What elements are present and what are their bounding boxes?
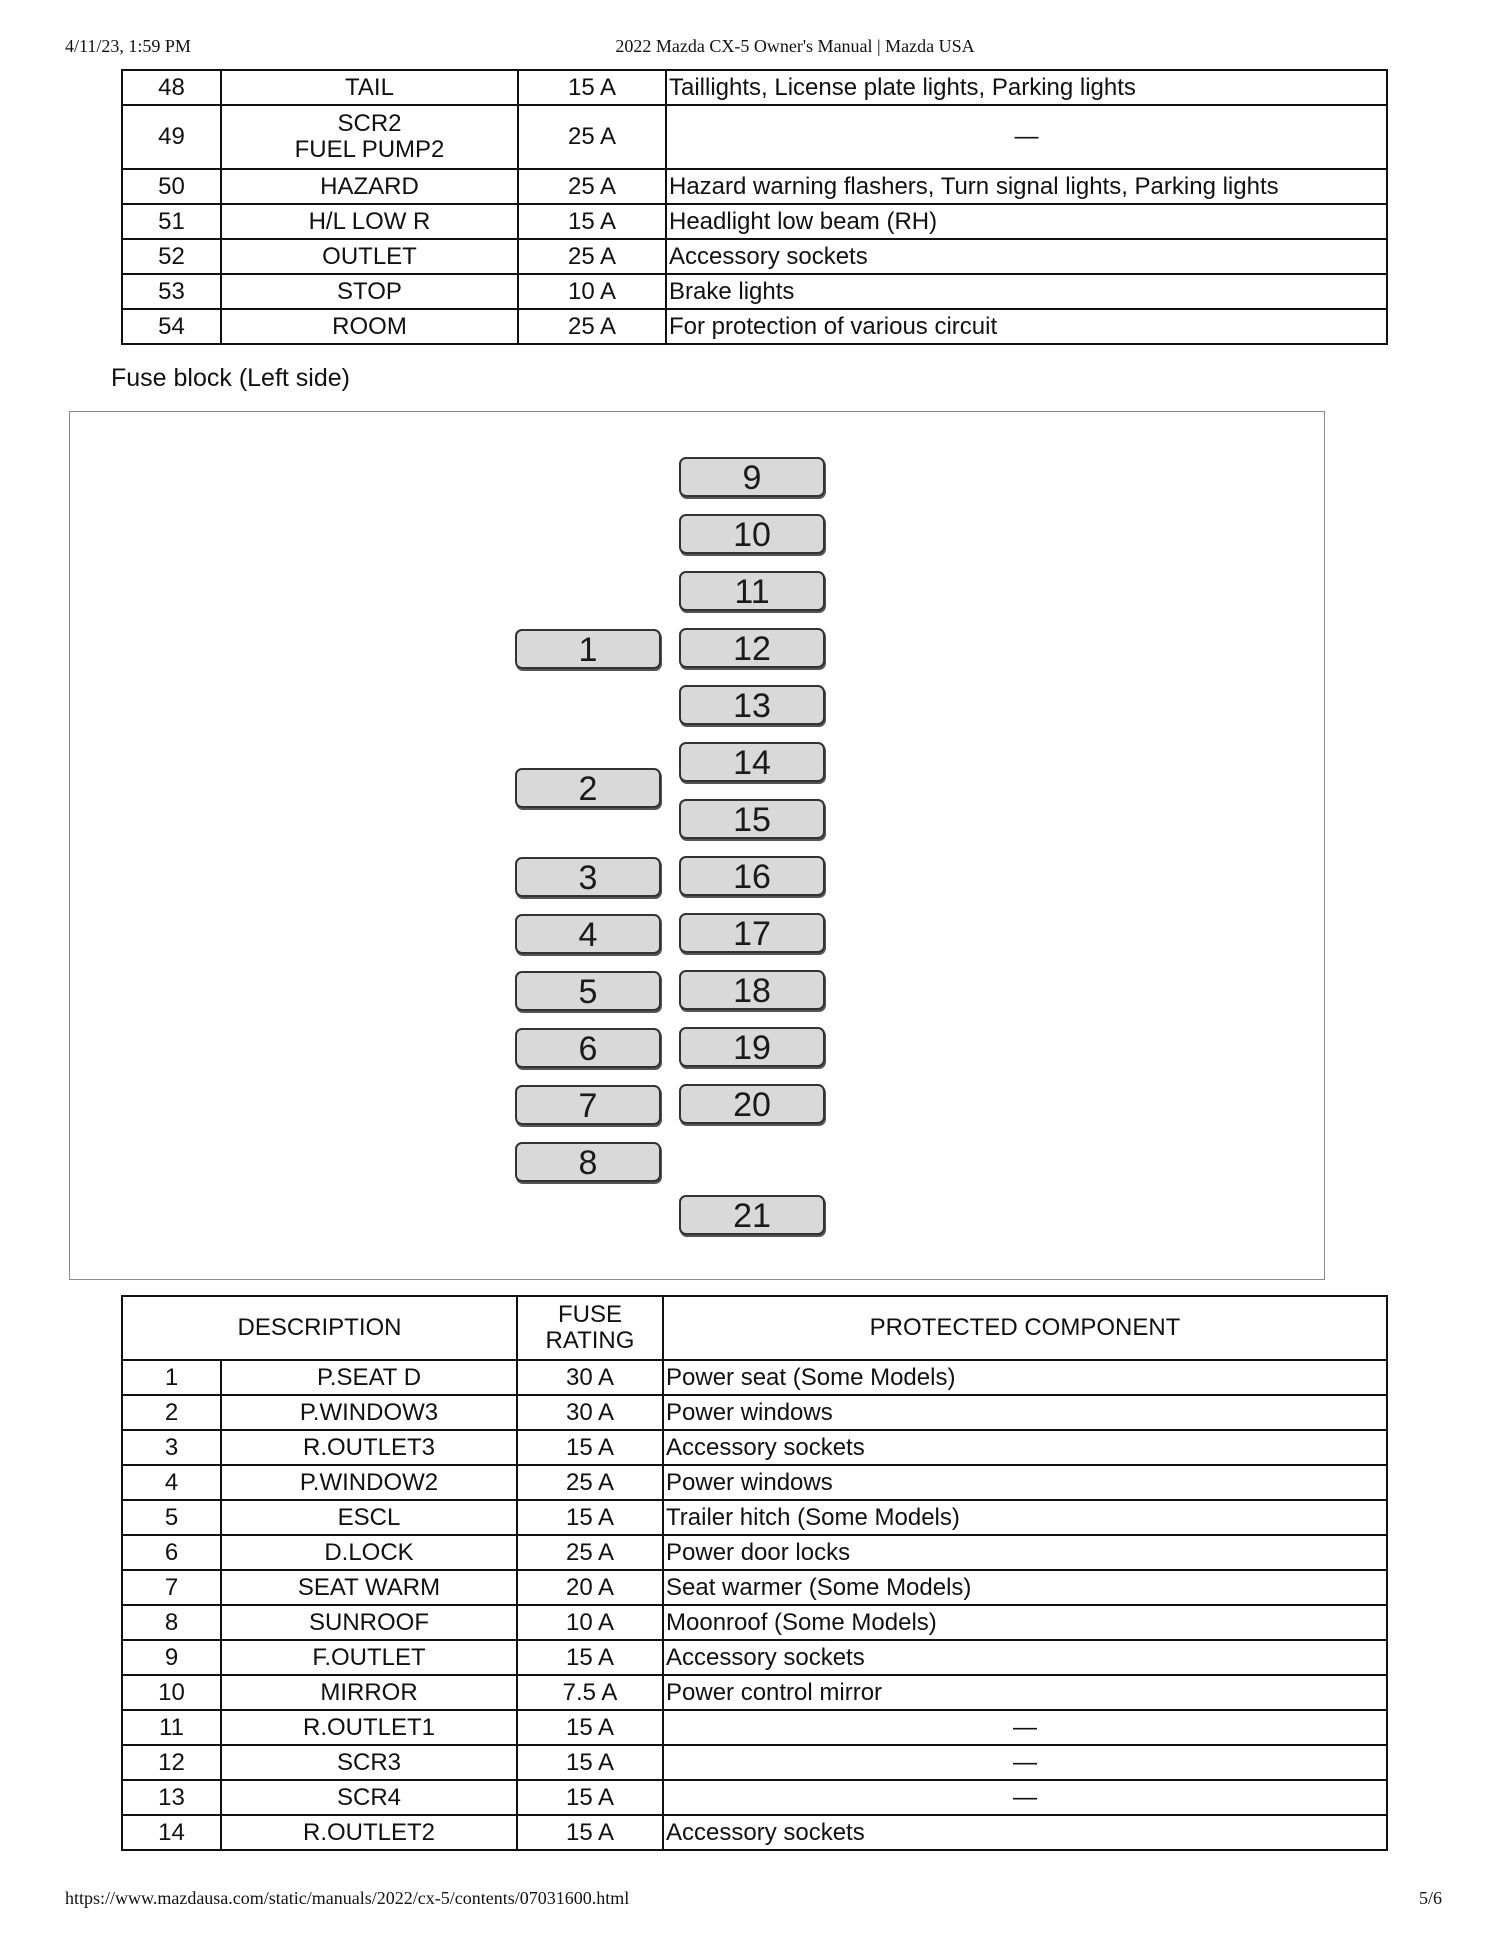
table-row [122, 1710, 1387, 1745]
fuse-rating: 25 A [517, 1535, 663, 1570]
table-row [122, 239, 1387, 274]
table-header-row [122, 1296, 1387, 1360]
fuse-number: 6 [122, 1535, 221, 1570]
table-row [122, 70, 1387, 105]
fuse-rating: 15 A [517, 1815, 663, 1850]
fuse-description: SCR4 [221, 1780, 517, 1815]
fuse-rating: 15 A [517, 1640, 663, 1675]
fuse-slot-2: 2 [515, 768, 661, 808]
fuse-rating: 15 A [517, 1710, 663, 1745]
fuse-slot-3: 3 [515, 857, 661, 897]
protected-component: For protection of various circuit [666, 309, 1387, 344]
fuse-slot-8: 8 [515, 1142, 661, 1182]
table-row [122, 1430, 1387, 1465]
fuse-description: P.WINDOW3 [221, 1395, 517, 1430]
table-row [122, 1605, 1387, 1640]
fuse-number: 52 [122, 239, 221, 274]
fuse-description: H/L LOW R [221, 204, 518, 239]
fuse-slot-9: 9 [679, 457, 825, 497]
table-row [122, 1465, 1387, 1500]
protected-component: — [666, 105, 1387, 169]
fuse-rating: 25 A [518, 169, 666, 204]
fuse-rating: 15 A [518, 70, 666, 105]
fuse-number: 1 [122, 1360, 221, 1395]
header-protected-component: PROTECTED COMPONENT [663, 1296, 1387, 1360]
fuse-description: P.SEAT D [221, 1360, 517, 1395]
fuse-rating: 25 A [518, 309, 666, 344]
fuse-number: 3 [122, 1430, 221, 1465]
fuse-rating: 15 A [517, 1430, 663, 1465]
fuse-slot-5: 5 [515, 971, 661, 1011]
fuse-description: TAIL [221, 70, 518, 105]
fuse-description: MIRROR [221, 1675, 517, 1710]
fuse-slot-1: 1 [515, 629, 661, 669]
table-row [122, 1815, 1387, 1850]
protected-component: Accessory sockets [663, 1640, 1387, 1675]
fuse-description-cell [221, 105, 518, 169]
protected-component: Hazard warning flashers, Turn signal lights, Parking lights [666, 169, 1387, 204]
protected-component: Power seat (Some Models) [663, 1360, 1387, 1395]
fuse-slot-19: 19 [679, 1027, 825, 1067]
fuse-slot-13: 13 [679, 685, 825, 725]
fuse-rating: 25 A [518, 239, 666, 274]
header-fuse-rating-line2: RATING [545, 1327, 635, 1354]
header-fuse-rating [517, 1296, 663, 1360]
fuse-rating: 7.5 A [517, 1675, 663, 1710]
fuse-description: SCR3 [221, 1745, 517, 1780]
fuse-number: 8 [122, 1605, 221, 1640]
protected-component: Brake lights [666, 274, 1387, 309]
protected-component: Seat warmer (Some Models) [663, 1570, 1387, 1605]
fuse-number: 12 [122, 1745, 221, 1780]
fuse-number: 9 [122, 1640, 221, 1675]
print-footer-page-number: 5/6 [1418, 1888, 1442, 1908]
fuse-description-line2: FUEL PUMP2 [294, 136, 445, 163]
protected-component: — [663, 1710, 1387, 1745]
protected-component: Power windows [663, 1465, 1387, 1500]
fuse-slot-6: 6 [515, 1028, 661, 1068]
print-header-datetime: 4/11/23, 1:59 PM [65, 36, 191, 56]
fuse-description: R.OUTLET3 [221, 1430, 517, 1465]
fuse-rating: 15 A [517, 1500, 663, 1535]
fuse-description: SEAT WARM [221, 1570, 517, 1605]
fuse-block-diagram [69, 411, 1325, 1280]
fuse-description: ROOM [221, 309, 518, 344]
protected-component: Power control mirror [663, 1675, 1387, 1710]
fuse-table-top [121, 69, 1388, 345]
fuse-number: 49 [122, 105, 221, 169]
fuse-number: 5 [122, 1500, 221, 1535]
header-fuse-rating-line1: FUSE [557, 1301, 622, 1329]
table-row [122, 169, 1387, 204]
print-footer-url[interactable]: https://www.mazdausa.com/static/manuals/2022/cx-5/contents/07031600.html [65, 1888, 630, 1908]
fuse-rating: 10 A [517, 1605, 663, 1640]
table-row [122, 1500, 1387, 1535]
fuse-number: 7 [122, 1570, 221, 1605]
fuse-description: STOP [221, 274, 518, 309]
table-row [122, 1745, 1387, 1780]
protected-component: Accessory sockets [666, 239, 1387, 274]
fuse-slot-10: 10 [679, 514, 825, 554]
fuse-description: R.OUTLET2 [221, 1815, 517, 1850]
fuse-rating: 30 A [517, 1395, 663, 1430]
fuse-number: 2 [122, 1395, 221, 1430]
fuse-slot-18: 18 [679, 970, 825, 1010]
fuse-number: 4 [122, 1465, 221, 1500]
table-row [122, 274, 1387, 309]
fuse-number: 51 [122, 204, 221, 239]
fuse-rating: 20 A [517, 1570, 663, 1605]
protected-component: Moonroof (Some Models) [663, 1605, 1387, 1640]
table-row [122, 1780, 1387, 1815]
fuse-number: 11 [122, 1710, 221, 1745]
protected-component: Accessory sockets [663, 1430, 1387, 1465]
fuse-number: 54 [122, 309, 221, 344]
fuse-rating: 15 A [517, 1745, 663, 1780]
protected-component: Headlight low beam (RH) [666, 204, 1387, 239]
fuse-rating: 15 A [518, 204, 666, 239]
fuse-number: 50 [122, 169, 221, 204]
fuse-rating: 25 A [517, 1465, 663, 1500]
protected-component: Trailer hitch (Some Models) [663, 1500, 1387, 1535]
fuse-rating: 25 A [518, 105, 666, 169]
fuse-rating: 10 A [518, 274, 666, 309]
table-row [122, 105, 1387, 169]
fuse-description: R.OUTLET1 [221, 1710, 517, 1745]
fuse-description: F.OUTLET [221, 1640, 517, 1675]
fuse-description: OUTLET [221, 239, 518, 274]
protected-component: Accessory sockets [663, 1815, 1387, 1850]
fuse-description: HAZARD [221, 169, 518, 204]
fuse-description: D.LOCK [221, 1535, 517, 1570]
fuse-description: SCR2 [337, 110, 402, 138]
protected-component: Power windows [663, 1395, 1387, 1430]
fuse-description: P.WINDOW2 [221, 1465, 517, 1500]
table-row [122, 1535, 1387, 1570]
print-header-title: 2022 Mazda CX-5 Owner's Manual | Mazda USA [615, 36, 975, 56]
protected-component: — [663, 1780, 1387, 1815]
fuse-table-left-side [121, 1295, 1388, 1851]
fuse-slot-16: 16 [679, 856, 825, 896]
fuse-slot-17: 17 [679, 913, 825, 953]
fuse-number: 10 [122, 1675, 221, 1710]
fuse-slot-21: 21 [679, 1195, 825, 1235]
table-row [122, 1360, 1387, 1395]
fuse-rating: 15 A [517, 1780, 663, 1815]
table-row [122, 309, 1387, 344]
fuse-description: SUNROOF [221, 1605, 517, 1640]
fuse-slot-7: 7 [515, 1085, 661, 1125]
protected-component: Power door locks [663, 1535, 1387, 1570]
table-row [122, 1675, 1387, 1710]
section-title: Fuse block (Left side) [111, 364, 350, 392]
table-row [122, 1640, 1387, 1675]
protected-component: — [663, 1745, 1387, 1780]
fuse-slot-12: 12 [679, 628, 825, 668]
fuse-slot-4: 4 [515, 914, 661, 954]
table-row [122, 1395, 1387, 1430]
fuse-rating: 30 A [517, 1360, 663, 1395]
fuse-slot-14: 14 [679, 742, 825, 782]
fuse-description: ESCL [221, 1500, 517, 1535]
fuse-slot-15: 15 [679, 799, 825, 839]
fuse-number: 13 [122, 1780, 221, 1815]
header-description: DESCRIPTION [122, 1296, 517, 1360]
fuse-number: 53 [122, 274, 221, 309]
table-row [122, 1570, 1387, 1605]
fuse-number: 48 [122, 70, 221, 105]
fuse-slot-20: 20 [679, 1084, 825, 1124]
table-row [122, 204, 1387, 239]
fuse-number: 14 [122, 1815, 221, 1850]
fuse-slot-11: 11 [679, 571, 825, 611]
protected-component: Taillights, License plate lights, Parking lights [666, 70, 1387, 105]
